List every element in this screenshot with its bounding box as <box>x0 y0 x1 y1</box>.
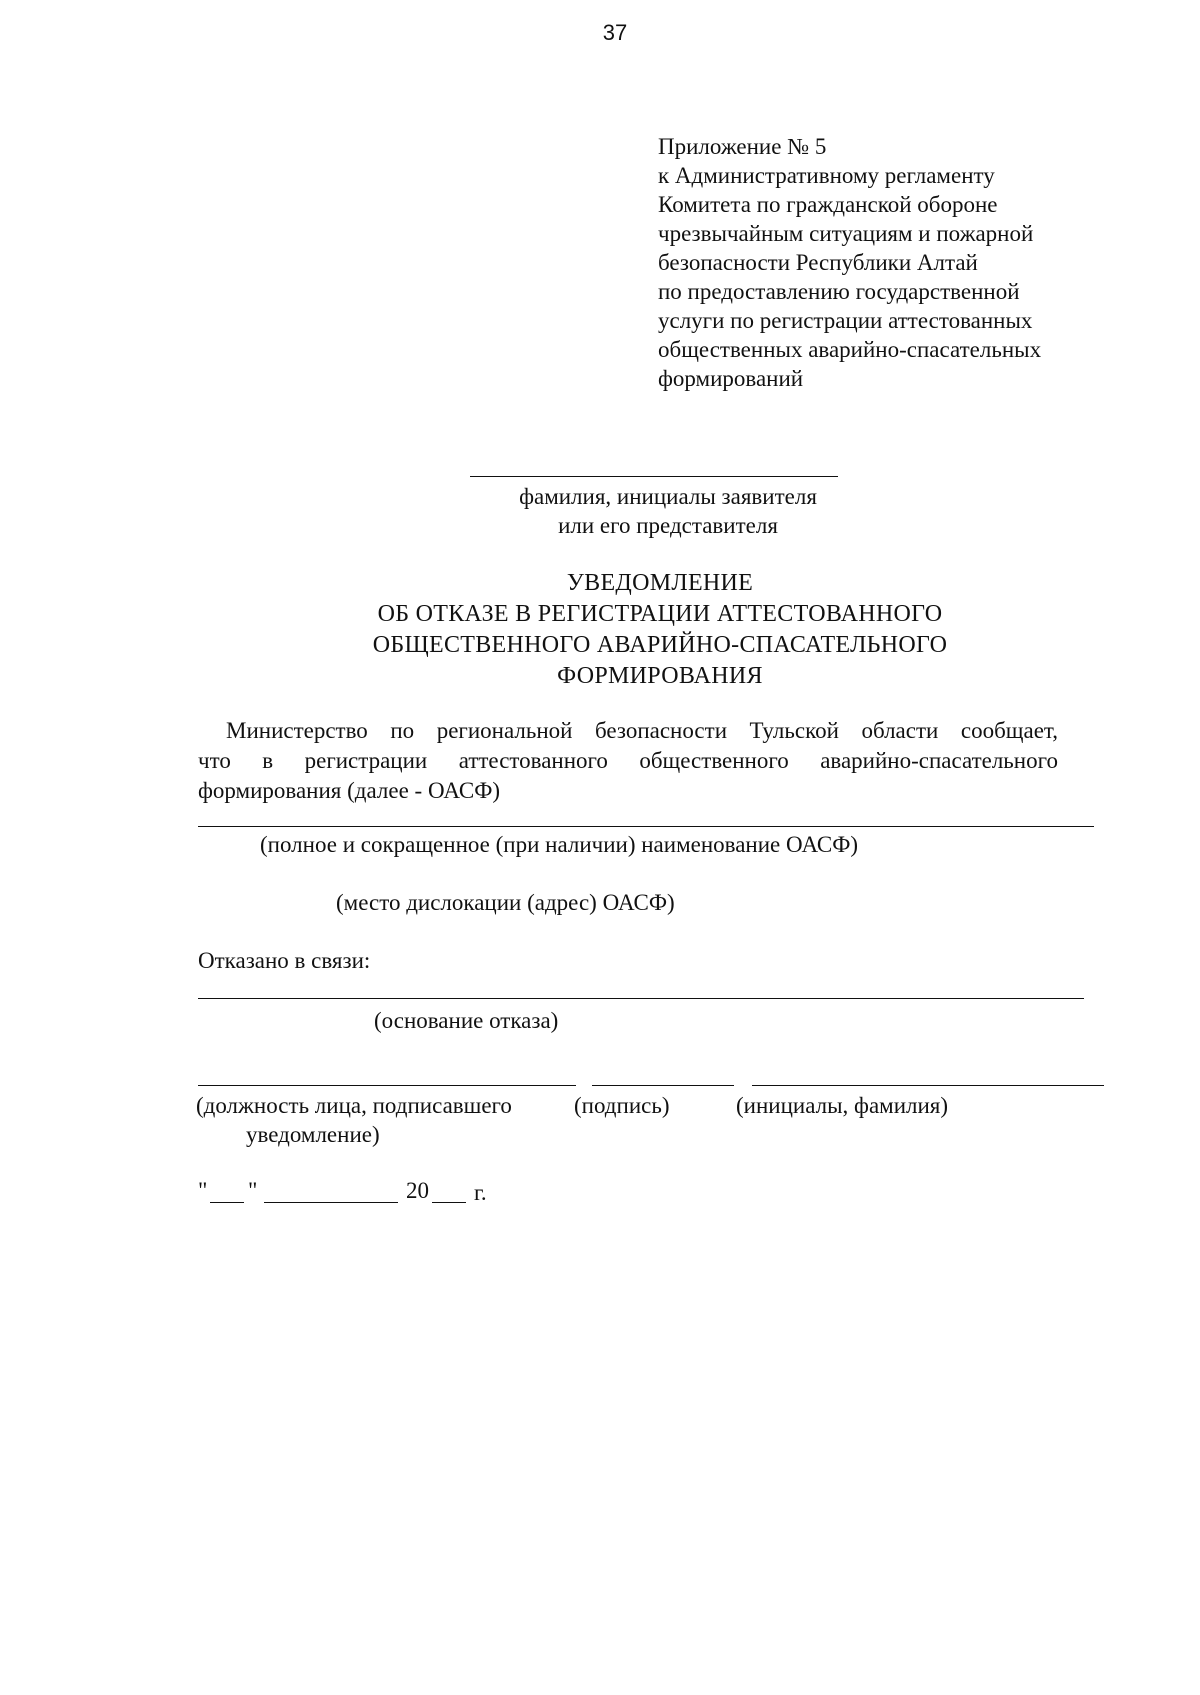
word: сообщает, <box>960 718 1058 743</box>
title-line: ОБЩЕСТВЕННОГО АВАРИЙНО-СПАСАТЕЛЬНОГО <box>372 632 948 658</box>
word: общественного <box>639 748 789 773</box>
date-year-suffix: г. <box>474 1180 487 1205</box>
appendix-header <box>658 132 1118 393</box>
paragraph-line-3: формирования (далее - ОАСФ) <box>198 778 501 803</box>
paragraph-line-1 <box>198 716 1058 746</box>
word: Министерство <box>226 718 368 743</box>
word: в <box>262 748 274 773</box>
word: что <box>198 748 231 773</box>
appendix-line: услуги по регистрации аттестованных <box>658 308 1033 333</box>
initials-name-caption: (инициалы, фамилия) <box>736 1093 949 1118</box>
word: регистрации <box>304 748 428 773</box>
appendix-line: безопасности Республики Алтай <box>658 250 978 275</box>
appendix-line: формирований <box>658 366 804 391</box>
oasf-name-caption: (полное и сокращенное (при наличии) наименование ОАСФ) <box>260 832 859 857</box>
refusal-reason-blank-line <box>198 998 1084 999</box>
title-line: УВЕДОМЛЕНИЕ <box>566 570 754 596</box>
position-caption-line1: (должность лица, подписавшего <box>196 1093 512 1118</box>
oasf-name-blank-line <box>198 826 1094 827</box>
appendix-line: Приложение № 5 <box>658 134 827 159</box>
appendix-line: Комитета по гражданской обороне <box>658 192 998 217</box>
position-caption-line2: уведомление) <box>246 1122 380 1147</box>
title-line: ОБ ОТКАЗЕ В РЕГИСТРАЦИИ АТТЕСТОВАННОГО <box>377 601 943 627</box>
date-year-prefix: 20 <box>406 1178 429 1203</box>
word: безопасности <box>594 718 727 743</box>
appendix-line: к Административному регламенту <box>658 163 995 188</box>
word: области <box>861 718 939 743</box>
date-year-blank-line <box>432 1202 466 1203</box>
refused-label: Отказано в связи: <box>198 948 371 973</box>
page-number: 37 <box>602 20 628 45</box>
initials-blank-line <box>752 1085 1104 1086</box>
appendix-line: по предоставлению государственной <box>658 279 1020 304</box>
title-line: ФОРМИРОВАНИЯ <box>557 663 763 689</box>
appendix-line: чрезвычайным ситуациям и пожарной <box>658 221 1034 246</box>
signature-blank-line <box>592 1085 734 1086</box>
signature-caption: (подпись) <box>574 1093 670 1118</box>
notice-paragraph <box>198 716 1058 806</box>
document-title <box>330 568 990 692</box>
word: Тульской <box>749 718 839 743</box>
addressee-caption-line2: или его представителя <box>558 513 778 538</box>
word: аттестованного <box>458 748 608 773</box>
oasf-location-caption: (место дислокации (адрес) ОАСФ) <box>336 890 675 915</box>
addressee-blank-line <box>470 476 838 477</box>
word: региональной <box>436 718 573 743</box>
refusal-reason-caption: (основание отказа) <box>374 1008 559 1033</box>
word: аварийно-спасательного <box>820 748 1058 773</box>
paragraph-line-2 <box>198 746 1058 776</box>
date-day-blank-line <box>210 1202 244 1203</box>
date-month-blank-line <box>264 1202 398 1203</box>
appendix-line: общественных аварийно-спасательных <box>658 337 1042 362</box>
addressee-caption-line1: фамилия, инициалы заявителя <box>519 484 817 509</box>
date-open-quote: " <box>198 1178 208 1203</box>
word: по <box>390 718 415 743</box>
date-close-quote: " <box>248 1178 258 1203</box>
position-blank-line <box>198 1085 576 1086</box>
